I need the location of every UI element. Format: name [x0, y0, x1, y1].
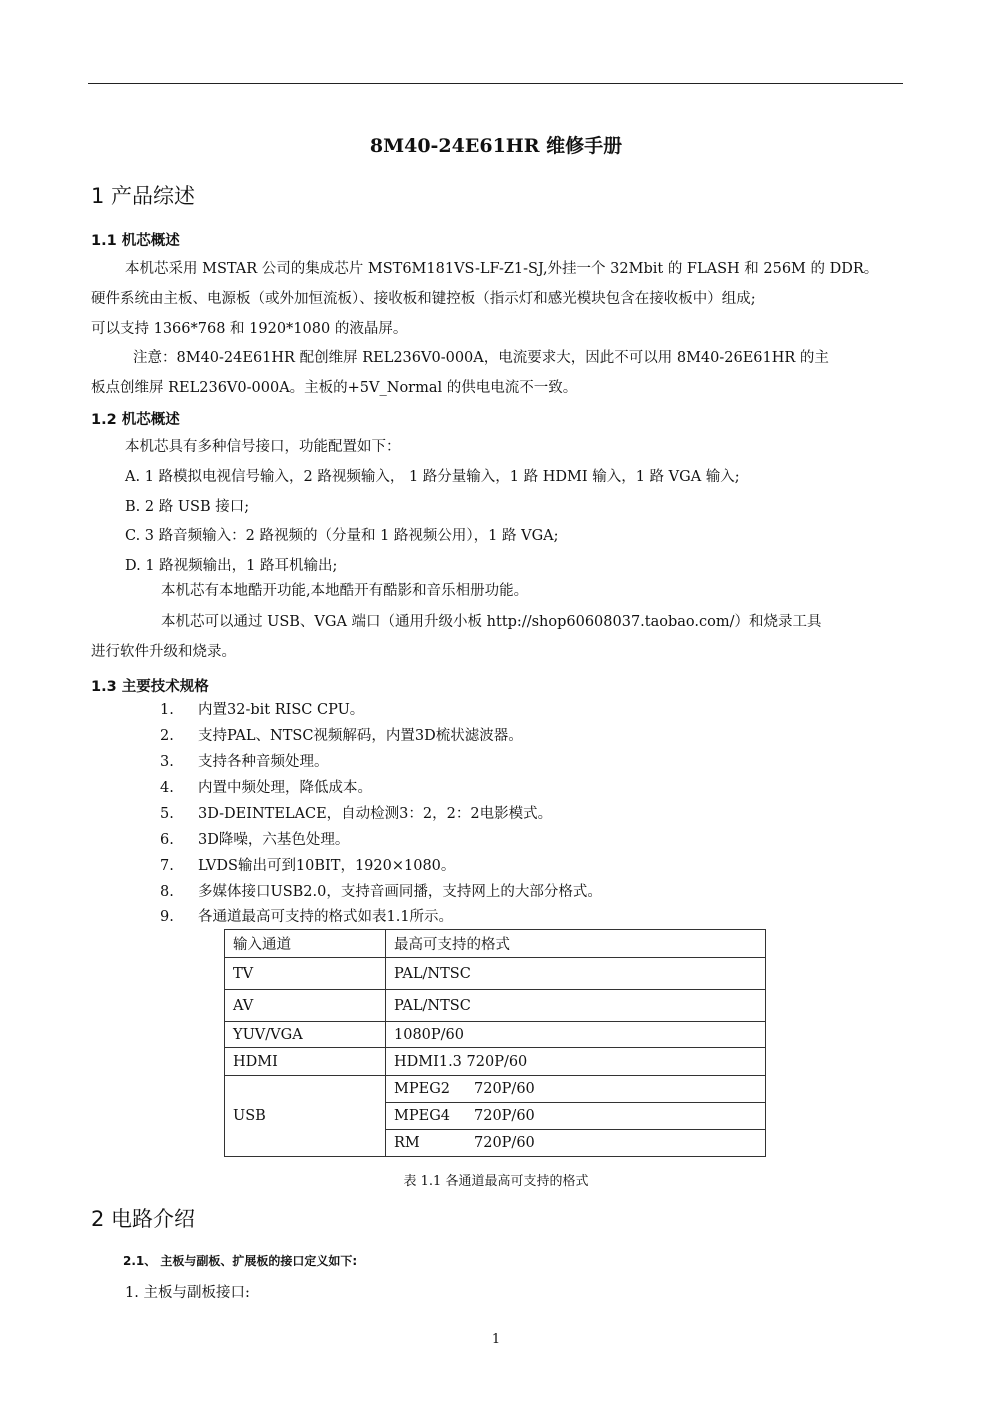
- table-cell-channel: USB: [225, 1076, 386, 1157]
- note-paragraph: 板点创维屏 REL236V0-000A。主板的+5V_Normal 的供电电流不一致。: [91, 380, 578, 396]
- paragraph: 硬件系统由主板、电源板（或外加恒流板）、接收板和键控板（指示灯和感光模块包含在接收板中）组成;: [91, 291, 756, 307]
- section-1-heading: 1 产品综述: [91, 184, 196, 208]
- section-1-1-heading: 1.1 机芯概述: [91, 233, 180, 249]
- section-1-3-heading: 1.3 主要技术规格: [91, 679, 209, 695]
- table-row: [225, 990, 766, 1022]
- paragraph: 本机芯可以通过 USB、VGA 端口（通用升级小板 http://shop60608037.taobao.com/）和烧录工具: [161, 614, 822, 630]
- paragraph: 本机芯有本地酷开功能,本地酷开有酷影和音乐相册功能。: [161, 583, 529, 599]
- table-caption: 表 1.1 各通道最高可支持的格式: [403, 1174, 589, 1189]
- spec-item: 7. LVDS输出可到10BIT，1920×1080。: [160, 858, 456, 874]
- table-cell-format: RM 720P/60: [386, 1130, 766, 1157]
- list-item: B. 2 路 USB 接口;: [125, 499, 250, 515]
- spec-item: 1. 内置32-bit RISC CPU。: [160, 702, 365, 718]
- table-row: [225, 1022, 766, 1048]
- list-item: A. 1 路模拟电视信号输入，2 路视频输入， 1 路分量输入，1 路 HDMI 输入，1 路 VGA 输入;: [125, 469, 740, 485]
- paragraph: 本机芯具有多种信号接口，功能配置如下：: [125, 439, 401, 455]
- table-row: [225, 1048, 766, 1076]
- table-cell-channel: AV: [225, 990, 386, 1022]
- spec-item: 3. 支持各种音频处理。: [160, 754, 329, 770]
- table-cell-channel: HDMI: [225, 1048, 386, 1076]
- section-2-heading: 2 电路介绍: [91, 1207, 196, 1231]
- paragraph: 进行软件升级和烧录。: [91, 644, 236, 660]
- table-cell-channel: TV: [225, 958, 386, 990]
- table-row: [225, 1076, 766, 1103]
- list-item: C. 3 路音频输入：2 路视频的（分量和 1 路视频公用），1 路 VGA;: [125, 528, 559, 544]
- paragraph: 可以支持 1366*768 和 1920*1080 的液晶屏。: [91, 321, 408, 337]
- spec-item: 9. 各通道最高可支持的格式如表1.1所示。: [160, 909, 454, 925]
- spec-item: 5. 3D-DEINTELACE，自动检测3：2，2：2电影模式。: [160, 806, 553, 822]
- table-cell-format: PAL/NTSC: [386, 990, 766, 1022]
- table-cell-format: PAL/NTSC: [386, 958, 766, 990]
- table-header-row: [225, 930, 766, 958]
- list-item: D. 1 路视频输出，1 路耳机输出;: [125, 558, 338, 574]
- table-cell-format: 1080P/60: [386, 1022, 766, 1048]
- spec-item: 2. 支持PAL、NTSC视频解码，内置3D梳状滤波器。: [160, 728, 523, 744]
- header-rule: [88, 83, 903, 84]
- section-2-1-heading: 2.1、 主板与副板、扩展板的接口定义如下:: [123, 1254, 358, 1268]
- table-cell-format: HDMI1.3 720P/60: [386, 1048, 766, 1076]
- table-cell-format: MPEG2 720P/60: [386, 1076, 766, 1103]
- paragraph: 本机芯采用 MSTAR 公司的集成芯片 MST6M181VS-LF-Z1-SJ,外挂一个 32Mbit 的 FLASH 和 256M 的 DDR。: [125, 261, 879, 277]
- table-cell-format: MPEG4 720P/60: [386, 1103, 766, 1130]
- table-cell-channel: YUV/VGA: [225, 1022, 386, 1048]
- table-header-cell: 最高可支持的格式: [386, 930, 766, 958]
- paragraph: 1. 主板与副板接口:: [125, 1285, 250, 1301]
- document-title: 8M40-24E61HR 维修手册: [369, 135, 623, 157]
- note-paragraph: 注意：8M40-24E61HR 配创维屏 REL236V0-000A，电流要求大，因此不可以用 8M40-26E61HR 的主: [133, 350, 829, 366]
- spec-item: 6. 3D降噪，六基色处理。: [160, 832, 350, 848]
- spec-item: 4. 内置中频处理，降低成本。: [160, 780, 372, 796]
- spec-item: 8. 多媒体接口USB2.0，支持音画同播，支持网上的大部分格式。: [160, 884, 602, 900]
- table-header-cell: 输入通道: [225, 930, 386, 958]
- format-table: [224, 929, 766, 1157]
- page-number: 1: [491, 1332, 501, 1347]
- section-1-2-heading: 1.2 机芯概述: [91, 412, 180, 428]
- table-row: [225, 958, 766, 990]
